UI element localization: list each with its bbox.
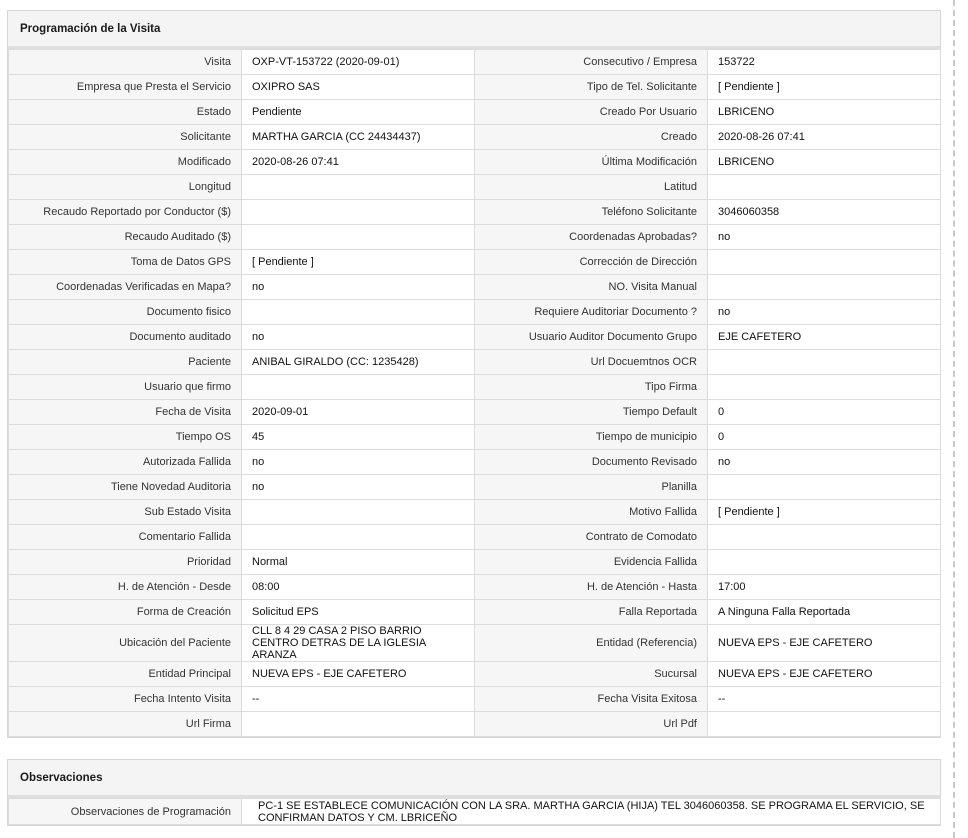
- programacion-panel: [7, 10, 941, 738]
- field-value: [242, 175, 475, 200]
- field-value: --: [708, 687, 941, 712]
- table-row: [9, 350, 941, 375]
- field-label: H. de Atención - Hasta: [475, 575, 708, 600]
- field-label: Visita: [9, 50, 242, 75]
- table-row: [9, 75, 941, 100]
- field-label: Corrección de Dirección: [475, 250, 708, 275]
- table-row: [9, 662, 941, 687]
- field-value: EJE CAFETERO: [708, 325, 941, 350]
- field-value: A Ninguna Falla Reportada: [708, 600, 941, 625]
- field-value: LBRICENO: [708, 150, 941, 175]
- field-value: 2020-09-01: [242, 400, 475, 425]
- field-label: Toma de Datos GPS: [9, 250, 242, 275]
- table-row: [9, 550, 941, 575]
- observaciones-row: [9, 799, 941, 825]
- field-label: Sucursal: [475, 662, 708, 687]
- field-value: [242, 375, 475, 400]
- field-value: 0: [708, 425, 941, 450]
- field-label: Url Docuemtnos OCR: [475, 350, 708, 375]
- table-row: [9, 500, 941, 525]
- field-label: Última Modificación: [475, 150, 708, 175]
- field-label: Tiempo de municipio: [475, 425, 708, 450]
- field-value: [708, 525, 941, 550]
- table-row: [9, 425, 941, 450]
- field-label: Tiempo Default: [475, 400, 708, 425]
- field-value: no: [242, 275, 475, 300]
- observaciones-table: [8, 798, 941, 825]
- field-label: Fecha Visita Exitosa: [475, 687, 708, 712]
- field-value: no: [708, 225, 941, 250]
- field-label: Forma de Creación: [9, 600, 242, 625]
- field-label: Usuario que firmo: [9, 375, 242, 400]
- table-row: [9, 575, 941, 600]
- field-label: Estado: [9, 100, 242, 125]
- field-value: CLL 8 4 29 CASA 2 PISO BARRIO CENTRO DETRAS DE LA IGLESIA ARANZA: [242, 625, 475, 662]
- field-label: Paciente: [9, 350, 242, 375]
- field-label: Autorizada Fallida: [9, 450, 242, 475]
- field-label: Recaudo Auditado ($): [9, 225, 242, 250]
- field-value: [242, 525, 475, 550]
- field-label: Consecutivo / Empresa: [475, 50, 708, 75]
- field-label: Recaudo Reportado por Conductor ($): [9, 200, 242, 225]
- field-value: 2020-08-26 07:41: [708, 125, 941, 150]
- field-value: OXIPRO SAS: [242, 75, 475, 100]
- field-value: 08:00: [242, 575, 475, 600]
- field-label: Sub Estado Visita: [9, 500, 242, 525]
- field-value: NUEVA EPS - EJE CAFETERO: [708, 662, 941, 687]
- field-value: no: [242, 475, 475, 500]
- field-value: [242, 500, 475, 525]
- field-value: 153722: [708, 50, 941, 75]
- table-row: [9, 325, 941, 350]
- table-row: [9, 125, 941, 150]
- field-label: Solicitante: [9, 125, 242, 150]
- field-value: 3046060358: [708, 200, 941, 225]
- field-label: Longitud: [9, 175, 242, 200]
- field-value: OXP-VT-153722 (2020-09-01): [242, 50, 475, 75]
- field-label: Url Pdf: [475, 712, 708, 737]
- field-label: Prioridad: [9, 550, 242, 575]
- table-row: [9, 150, 941, 175]
- table-row: [9, 712, 941, 737]
- field-label: Latitud: [475, 175, 708, 200]
- field-label: Entidad Principal: [9, 662, 242, 687]
- table-row: [9, 100, 941, 125]
- field-value: no: [708, 300, 941, 325]
- field-label: Motivo Fallida: [475, 500, 708, 525]
- table-row: [9, 625, 941, 662]
- field-value: 0: [708, 400, 941, 425]
- observaciones-title: Observaciones: [8, 760, 940, 798]
- field-value: [ Pendiente ]: [708, 500, 941, 525]
- field-value: MARTHA GARCIA (CC 24434437): [242, 125, 475, 150]
- field-value: no: [708, 450, 941, 475]
- field-value: [708, 275, 941, 300]
- field-value: no: [242, 450, 475, 475]
- field-label: Empresa que Presta el Servicio: [9, 75, 242, 100]
- field-value: Normal: [242, 550, 475, 575]
- field-value: [708, 250, 941, 275]
- field-value: [708, 475, 941, 500]
- field-label: Documento fisico: [9, 300, 242, 325]
- field-label: Teléfono Solicitante: [475, 200, 708, 225]
- field-value: [708, 175, 941, 200]
- field-label: H. de Atención - Desde: [9, 575, 242, 600]
- field-label: Requiere Auditoriar Documento ?: [475, 300, 708, 325]
- table-row: [9, 225, 941, 250]
- field-label: Usuario Auditor Documento Grupo: [475, 325, 708, 350]
- field-value: [242, 712, 475, 737]
- field-value: NUEVA EPS - EJE CAFETERO: [708, 625, 941, 662]
- field-value: ANIBAL GIRALDO (CC: 1235428): [242, 350, 475, 375]
- field-label: Tiempo OS: [9, 425, 242, 450]
- field-label: Evidencia Fallida: [475, 550, 708, 575]
- field-label: Ubicación del Paciente: [9, 625, 242, 662]
- field-label: Coordenadas Verificadas en Mapa?: [9, 275, 242, 300]
- field-value: [708, 712, 941, 737]
- field-label: Tipo de Tel. Solicitante: [475, 75, 708, 100]
- field-label: Contrato de Comodato: [475, 525, 708, 550]
- field-value: Pendiente: [242, 100, 475, 125]
- field-label: Coordenadas Aprobadas?: [475, 225, 708, 250]
- field-label: Tiene Novedad Auditoria: [9, 475, 242, 500]
- observaciones-panel: [7, 759, 941, 826]
- table-row: [9, 687, 941, 712]
- field-value: [708, 550, 941, 575]
- field-value: [242, 200, 475, 225]
- page-divider: [953, 0, 955, 838]
- field-label: Documento auditado: [9, 325, 242, 350]
- field-label: Entidad (Referencia): [475, 625, 708, 662]
- programacion-table: [8, 49, 941, 737]
- field-value: [ Pendiente ]: [708, 75, 941, 100]
- observaciones-value: PC-1 SE ESTABLECE COMUNICACIÓN CON LA SRA. MARTHA GARCIA (HIJA) TEL 3046060358. SE PROGRAMA EL SERVICIO, SE CONFIRMAN DATOS Y CM. LBRICEÑO: [242, 799, 941, 825]
- table-row: [9, 200, 941, 225]
- field-value: Solicitud EPS: [242, 600, 475, 625]
- field-value: LBRICENO: [708, 100, 941, 125]
- field-value: [242, 225, 475, 250]
- table-row: [9, 275, 941, 300]
- field-label: Modificado: [9, 150, 242, 175]
- field-label: NO. Visita Manual: [475, 275, 708, 300]
- field-value: --: [242, 687, 475, 712]
- table-row: [9, 525, 941, 550]
- field-label: Documento Revisado: [475, 450, 708, 475]
- table-row: [9, 600, 941, 625]
- table-row: [9, 250, 941, 275]
- field-label: Creado: [475, 125, 708, 150]
- table-row: [9, 375, 941, 400]
- observaciones-label: Observaciones de Programación: [9, 799, 242, 825]
- field-label: Comentario Fallida: [9, 525, 242, 550]
- table-row: [9, 450, 941, 475]
- field-value: 2020-08-26 07:41: [242, 150, 475, 175]
- field-label: Fecha de Visita: [9, 400, 242, 425]
- field-label: Tipo Firma: [475, 375, 708, 400]
- field-value: no: [242, 325, 475, 350]
- field-value: [708, 375, 941, 400]
- field-value: 45: [242, 425, 475, 450]
- table-row: [9, 475, 941, 500]
- field-value: [708, 350, 941, 375]
- table-row: [9, 175, 941, 200]
- field-value: [ Pendiente ]: [242, 250, 475, 275]
- table-row: [9, 400, 941, 425]
- field-label: Creado Por Usuario: [475, 100, 708, 125]
- field-label: Url Firma: [9, 712, 242, 737]
- field-label: Planilla: [475, 475, 708, 500]
- field-label: Falla Reportada: [475, 600, 708, 625]
- field-value: 17:00: [708, 575, 941, 600]
- table-row: [9, 300, 941, 325]
- table-row: [9, 50, 941, 75]
- field-value: NUEVA EPS - EJE CAFETERO: [242, 662, 475, 687]
- field-label: Fecha Intento Visita: [9, 687, 242, 712]
- field-value: [242, 300, 475, 325]
- programacion-title: Programación de la Visita: [8, 11, 940, 49]
